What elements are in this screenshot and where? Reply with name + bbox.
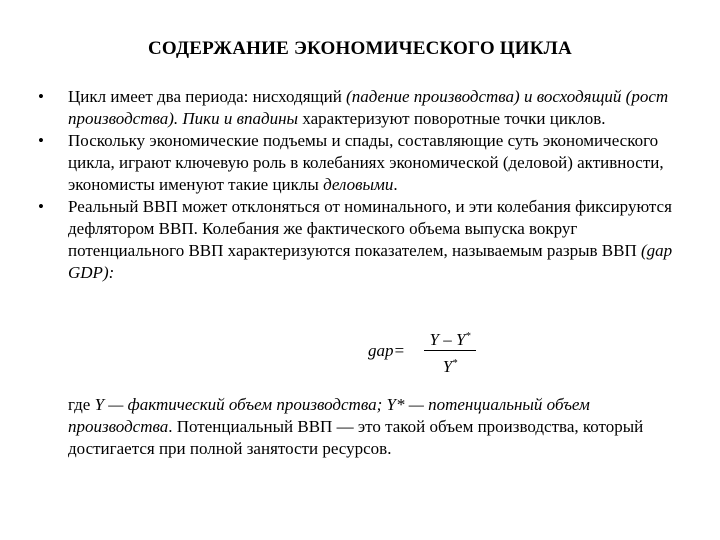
fraction-numerator: Y – Y* [429, 330, 471, 349]
bullet-dot: • [38, 197, 44, 216]
bullet-text: . [393, 175, 398, 194]
formula-explanation: где Y — фактический объем производства; Y* — потенциальный объем производства. Потенциальный ВВП — это такой объем производства, который достигается при полной занятости ресурсов. [68, 395, 644, 458]
bullet-item-gdp-gap [38, 196, 678, 284]
fraction-denominator: Y* [442, 357, 458, 376]
bullet-item-cycle-periods [38, 86, 678, 130]
bullet-text: Поскольку экономические подъемы и спады, составляющие суть экономического цикла, играют ключевую роль в колебаниях экономической (деловой) активности, экономисты именуют такие циклы [68, 131, 664, 194]
gap-formula-fraction [420, 326, 480, 375]
bullet-list [38, 86, 678, 284]
bullet-dot: • [38, 87, 44, 106]
bullet-text: Цикл имеет два периода: нисходящий [68, 87, 347, 106]
bullet-item-business-cycles [38, 130, 678, 196]
bullet-dot: • [38, 131, 44, 150]
bullet-italic-text: (gap GDP): [68, 241, 673, 282]
fraction-bar [424, 350, 476, 351]
formula-label: gap= [368, 341, 405, 360]
bullet-text: характеризуют поворотные точки циклов. [298, 109, 606, 128]
bullet-text: Реальный ВВП может отклоняться от номинального, и эти колебания фиксируются дефлятором ВВП. Колебания же фактического объема выпуска вокруг потенциального ВВП характеризуются показателем, называемым разрыв ВВП [68, 197, 672, 260]
bullet-italic-text: (падение производства) и восходящий (рост производства). Пики и впадины [68, 87, 669, 128]
bullet-italic-text: деловыми [323, 175, 394, 194]
slide-title: СОДЕРЖАНИЕ ЭКОНОМИЧЕСКОГО ЦИКЛА [148, 38, 572, 59]
